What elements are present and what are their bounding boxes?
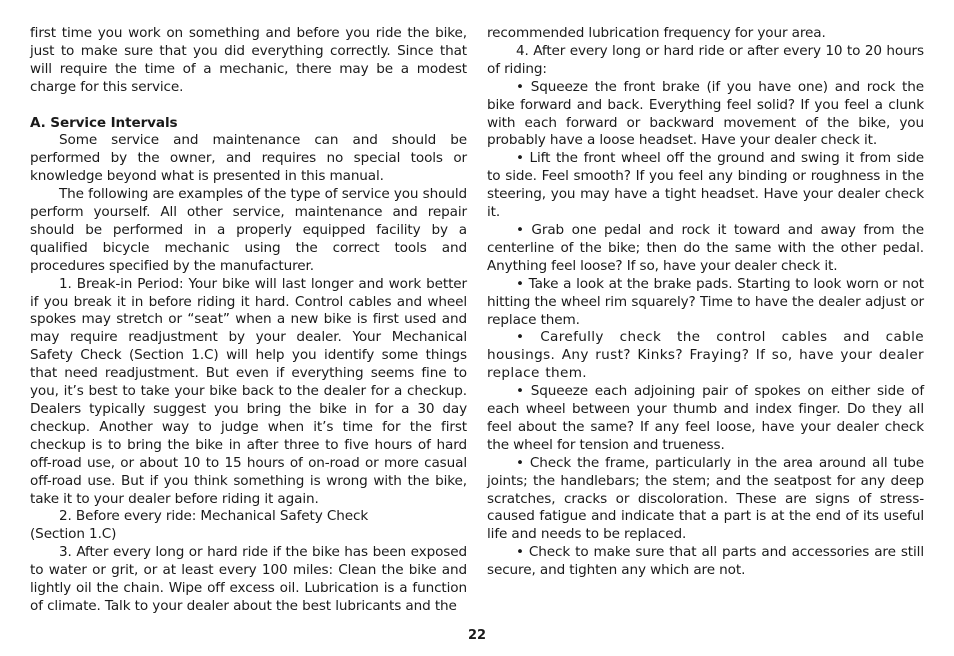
- paragraph-gap: [30, 97, 467, 115]
- item-before-every-ride: 2. Before every ride: Mechanical Safety Check: [59, 508, 369, 525]
- paragraph-service-examples: The following are examples of the type of service you should perform yourself. All other service, maintenance and repair should be performed in a properly equipped facility by a qualified bicycle mechanic using the correct tools and procedures specified by the manufacturer.: [30, 186, 467, 274]
- paragraph-owner-service: Some service and maintenance can and should be performed by the owner, and requires no special tools or knowledge beyond what is presented in this manual.: [30, 132, 467, 185]
- right-column: [487, 25, 924, 580]
- bullet-front-wheel: • Lift the front wheel off the ground and swing it from side to side. Feel smooth? If you feel any binding or roughness in the steering, you may have a tight headset. Have your dealer check it.: [487, 150, 924, 221]
- item-before-every-ride-section: (Section 1.C): [30, 526, 117, 543]
- bullet-frame: • Check the frame, particularly in the area around all tube joints; the handlebars; the stem; and the seatpost for any deep scratches, cracks or discoloration. These are signs of stress-caused fatigue and indicate that a part is at the end of its useful life and needs to be replaced.: [487, 454, 924, 543]
- section-heading: A. Service Intervals: [30, 114, 178, 131]
- bullet-brake-pads: • Take a look at the brake pads. Starting to look worn or not hitting the wheel rim squarely? Time to have the dealer adjust or replace them.: [487, 275, 924, 328]
- bullet-parts-secure: • Check to make sure that all parts and accessories are still secure, and tighten any which are not.: [487, 544, 924, 579]
- intro-paragraph: first time you work on something and before you ride the bike, just to make sure that you did everything correctly. Since that will require the time of a mechanic, there may be a modest charge for this service.: [30, 25, 467, 95]
- bullet-spokes: • Squeeze each adjoining pair of spokes on either side of each wheel between your thumb and index finger. Do they all feel about the same? If any feel loose, have your dealer check the wheel for tension and trueness.: [487, 383, 924, 453]
- continuation-paragraph: recommended lubrication frequency for your area.: [487, 25, 826, 41]
- bullet-control-cables: • Carefully check the control cables and cable housings. Any rust? Kinks? Fraying? If so, have your dealer replace them.: [487, 329, 924, 382]
- bullet-front-brake: • Squeeze the front brake (if you have one) and rock the bike forward and back. Everything feel solid? If you feel a clunk with each forward or backward movement of the bike, you probably have a loose headset. Have your dealer check it.: [487, 78, 924, 149]
- page-number: 22: [467, 628, 487, 643]
- item-break-in-period: 1. Break-in Period: Your bike will last longer and work better if you break it in before riding it hard. Control cables and wheel spokes may stretch or “seat” when a new bike is first used and may require readjustment by your dealer. Your Mechanical Safety Check (Section 1.C) will help you identify some things that need readjustment. But even if everything seems fine to you, it’s best to take your bike back to the dealer for a checkup. Dealers typically suggest you bring the bike in for a 30 day checkup. Another way to judge when it’s time for the first checkup is to bring the bike in after three to five hours of hard off-road use, or about 10 to 15 hours of on-road or more casual off-road use. But if you think something is wrong with the bike, take it to your dealer before riding it again.: [30, 275, 467, 507]
- item-after-long-ride: 3. After every long or hard ride if the bike has been exposed to water or grit, or at least every 100 miles: Clean the bike and lightly oil the chain. Wipe off excess oil. Lubrication is a function of climate. Talk to your dealer about the best lubricants and the: [30, 544, 467, 614]
- item-after-every-10-20-hours: 4. After every long or hard ride or after every 10 to 20 hours of riding:: [487, 42, 924, 77]
- bullet-pedal: • Grab one pedal and rock it toward and away from the centerline of the bike; then do the same with the other pedal. Anything feel loose? If so, have your dealer check it.: [487, 221, 924, 274]
- left-column: [30, 25, 467, 616]
